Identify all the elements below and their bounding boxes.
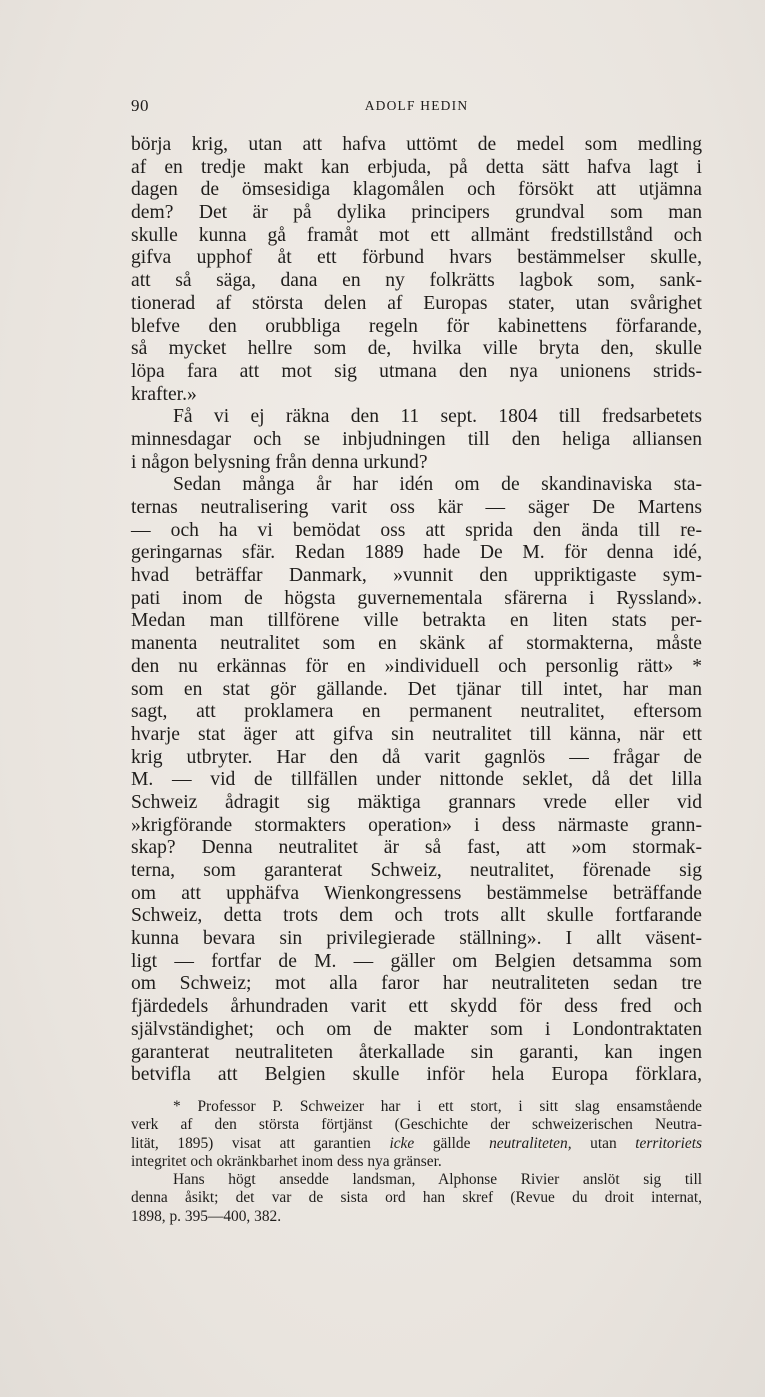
body-line: af en tredje makt kan erbjuda, på detta sätt hafva lagt i <box>131 156 702 178</box>
body-line: pati inom de högsta guvernementala sfärerna i Ryssland». <box>131 587 702 609</box>
body-line: Schweiz, detta trots dem och trots allt skulle fortfarande <box>131 905 702 927</box>
body-line: Få vi ej räkna den 11 sept. 1804 till fredsarbetets <box>173 406 702 428</box>
footnote-line: Hans högt ansedde landsman, Alphonse Rivier anslöt sig till <box>173 1171 702 1189</box>
body-line: terna, som garanterat Schweiz, neutralitet, förenade sig <box>131 860 702 881</box>
body-line: löpa fara att mot sig utmana den nya unionens strids- <box>131 360 702 382</box>
body-line: tionerad af största delen af Europas stater, utan svårighet <box>131 292 702 314</box>
body-line: dem? Det är på dylika principers grundval som man <box>131 202 702 224</box>
body-line: skap? Denna neutralitet är så fast, att »om stormak- <box>131 837 702 859</box>
running-title: ADOLF HEDIN <box>364 98 469 113</box>
body-line: — och ha vi bemödat oss att sprida den ända till re- <box>131 519 702 541</box>
body-line: om Schweiz; mot alla faror har neutraliteten sedan tre <box>131 973 702 995</box>
page-number: 90 <box>131 96 149 115</box>
footnote-line: lität, 1895) visat att garantien icke gällde neutraliteten, utan territoriets <box>131 1134 702 1152</box>
body-text <box>131 134 702 1087</box>
body-line: skulle kunna gå framåt mot ett allmänt fredstillstånd och <box>131 224 702 246</box>
body-line: gifva upphof åt ett förbund hvars bestämmelser skulle, <box>131 247 702 269</box>
body-line: betvifla att Belgien skulle inför hela Europa förklara, <box>131 1064 702 1086</box>
body-line: som en stat gör gällande. Det tjänar till intet, har man <box>131 678 702 700</box>
footnote-line: verk af den största förtjänst (Geschichte der schweizerischen Neutra- <box>131 1116 702 1134</box>
body-line: om att upphäfva Wienkongressens bestämmelse beträffande <box>131 882 702 904</box>
footnote <box>131 1098 702 1226</box>
body-line: »krigförande stormakters operation» i dess närmaste grann- <box>131 814 702 836</box>
body-line: hvarje stat äger att gifva sin neutralitet till känna, när ett <box>131 723 702 745</box>
body-line: fjärdedels århundraden varit ett skydd för dess fred och <box>131 996 702 1018</box>
body-line: ligt — fortfar de M. — gäller om Belgien detsamma som <box>131 950 702 972</box>
footnote-line: integritet och okränkbarhet inom dess nya gränser. <box>131 1152 442 1170</box>
body-line: så mycket hellre som de, hvilka ville bryta den, skulle <box>131 338 702 360</box>
body-line: hvad beträffar Danmark, »vunnit den uppriktigaste sym- <box>131 565 702 587</box>
body-line: garanterat neutraliteten återkallade sin garanti, kan ingen <box>131 1041 702 1063</box>
body-line: att så säga, dana en ny folkrätts lagbok som, sank- <box>131 270 702 292</box>
footnote-line: 1898, p. 395—400, 382. <box>131 1207 282 1225</box>
running-head <box>131 96 702 118</box>
body-line: sagt, att proklamera en permanent neutralitet, eftersom <box>131 701 702 723</box>
body-line: kunna bevara sin privilegierade ställning». I allt väsent- <box>131 928 702 950</box>
body-line: ternas neutralisering varit oss kär — säger De Martens <box>131 497 702 518</box>
body-line: den nu erkännas för en »individuell och personlig rätt» * <box>131 655 702 677</box>
body-line: manenta neutralitet som en skänk af stormakterna, måste <box>131 633 702 655</box>
body-line: Schweiz ådragit sig mäktiga grannars vrede eller vid <box>131 791 702 813</box>
body-line: börja krig, utan att hafva uttömt de medel som medling <box>131 134 702 155</box>
footnote-line: denna åsikt; det var de sista ord han skref (Revue du droit internat, <box>131 1189 702 1207</box>
body-line: självständighet; och om de makter som i Londontraktaten <box>131 1018 702 1040</box>
body-line: geringarnas sfär. Redan 1889 hade De M. för denna idé, <box>131 542 702 564</box>
body-line: krig utbryter. Har den då varit gagnlös — frågar de <box>131 746 702 768</box>
footnote-line: * Professor P. Schweizer har i ett stort, i sitt slag ensamstående <box>173 1098 702 1115</box>
body-line: minnesdagar och se inbjudningen till den heliga alliansen <box>131 428 702 450</box>
body-line: krafter.» <box>131 383 197 405</box>
body-line: M. — vid de tillfällen under nittonde seklet, då det lilla <box>131 769 702 791</box>
body-line: Medan man tillförene ville betrakta en liten stats per- <box>131 610 702 632</box>
body-line: Sedan många år har idén om de skandinaviska sta- <box>173 474 702 496</box>
body-line: i någon belysning från denna urkund? <box>131 451 428 473</box>
body-line: blefve den orubbliga regeln för kabinettens förfarande, <box>131 315 702 337</box>
body-line: dagen de ömsesidiga klagomålen och försökt att utjämna <box>131 179 702 201</box>
